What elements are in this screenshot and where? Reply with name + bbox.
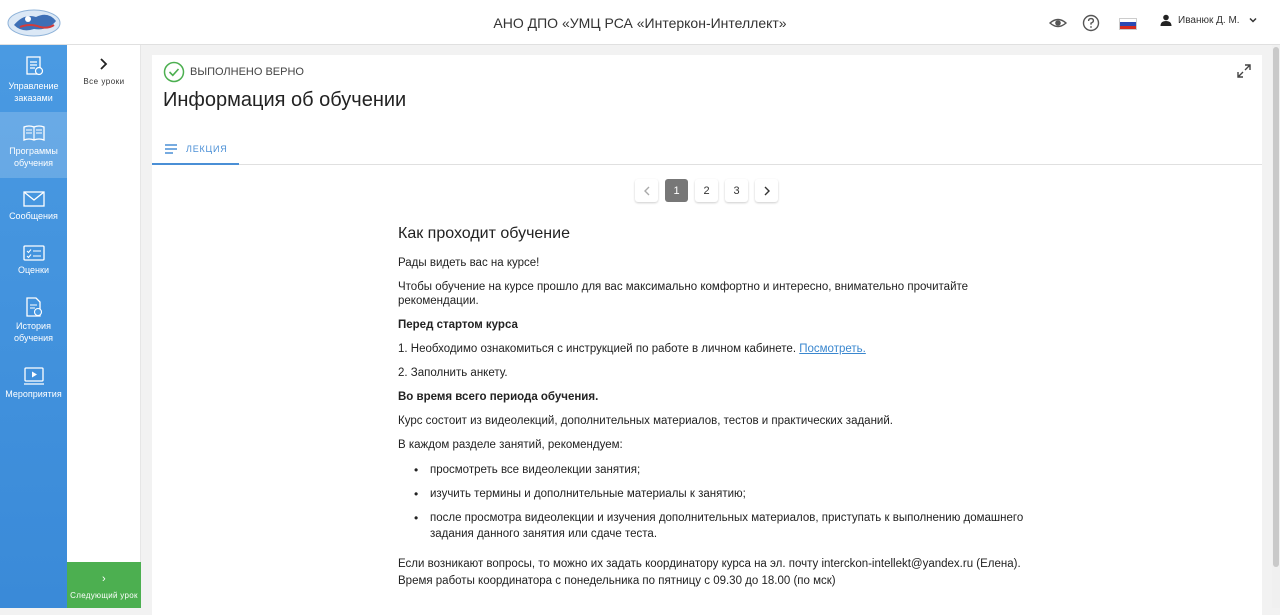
nav-item-events[interactable] (0, 367, 67, 407)
russian-flag-icon[interactable] (1119, 18, 1137, 30)
nav-item-label: Программы обучения (9, 146, 58, 168)
nav-item-programs[interactable] (0, 112, 67, 178)
user-name: Иванюк Д. М. (1178, 14, 1240, 26)
chevron-right-icon: › (102, 573, 106, 585)
left-navigation (0, 45, 67, 608)
tab-bar (152, 134, 1262, 165)
paragraph: 2. Заполнить анкету. (398, 367, 508, 379)
section-heading: Во время всего периода обучения. (398, 391, 599, 403)
paragraph (398, 342, 1038, 356)
messages-icon (23, 191, 45, 207)
next-lesson-button[interactable] (67, 562, 141, 608)
all-lessons-link[interactable]: Все уроки (83, 77, 125, 86)
status-text: ВЫПОЛНЕНО ВЕРНО (190, 66, 304, 78)
eye-icon[interactable] (1048, 13, 1068, 33)
nav-item-grades[interactable] (0, 245, 67, 285)
lecture-heading: Как проходит обучение (398, 225, 570, 242)
list-item: • просмотреть все видеолекции занятия; (414, 462, 1038, 478)
completion-status (163, 61, 304, 83)
programs-icon (23, 124, 45, 142)
prev-page-button[interactable] (635, 179, 658, 202)
tab-label: ЛЕКЦИЯ (186, 143, 228, 154)
user-icon (1160, 14, 1172, 26)
page-button-3[interactable]: 3 (725, 179, 748, 202)
check-circle-icon (163, 61, 185, 83)
nav-item-label: Оценки (18, 265, 49, 275)
paragraph: В каждом разделе занятий, рекомендуем: (398, 439, 623, 451)
expand-icon[interactable] (1236, 63, 1252, 84)
list-item: • изучить термины и дополнительные материалы к занятию; (414, 486, 1038, 502)
nav-item-label: История обучения (13, 321, 54, 343)
chevron-down-icon (1248, 15, 1258, 25)
page-scrollbar[interactable] (1272, 45, 1280, 608)
chevron-left-icon (643, 186, 651, 196)
page-button-1[interactable]: 1 (665, 179, 688, 202)
list-item: • после просмотра видеолекции и изучения дополнительных материалов, приступать к выполнению домашнего задания данного занятия или сдаче теста. (414, 510, 1038, 542)
paragraph: Рады видеть вас на курсе! (398, 257, 540, 269)
grades-icon (23, 245, 45, 261)
user-menu[interactable] (1160, 14, 1264, 26)
next-page-button[interactable] (755, 179, 778, 202)
top-header (0, 0, 1280, 45)
lessons-panel (67, 45, 141, 608)
pagination (635, 179, 778, 202)
paragraph: Если возникают вопросы, то можно их задать координатору курса на эл. почту interckon-intellekt@yandex.ru (Елена). Время работы координатора с понедельника по пятницу с 09.30 до 18.00 (по мск) (398, 558, 1021, 587)
organization-title: АНО ДПО «УМЦ РСА «Интеркон-Интеллект» (493, 15, 787, 31)
nav-item-messages[interactable] (0, 191, 67, 231)
chevron-right-icon (763, 186, 771, 196)
page-button-2[interactable]: 2 (695, 179, 718, 202)
nav-item-label: Сообщения (9, 211, 58, 221)
events-icon (23, 367, 45, 385)
nav-item-label: Мероприятия (5, 389, 62, 399)
paragraph: Курс состоит из видеолекций, дополнительных материалов, тестов и практических заданий. (398, 415, 893, 427)
paragraph-text: 1. Необходимо ознакомиться с инструкцией по работе в личном кабинете. (398, 343, 800, 355)
tab-lecture[interactable] (152, 134, 239, 165)
chevron-right-icon[interactable] (97, 57, 109, 76)
scrollbar-thumb[interactable] (1273, 47, 1279, 567)
paragraph: Чтобы обучение на курсе прошло для вас максимально комфортно и интересно, внимательно прочитайте рекомендации. (398, 281, 969, 307)
lecture-content (398, 225, 1038, 600)
nav-item-history[interactable] (0, 297, 67, 349)
next-lesson-label: Следующий урок (70, 591, 138, 600)
history-icon (24, 297, 44, 317)
lines-icon (164, 143, 178, 155)
nav-item-label: Управление заказами (8, 81, 59, 103)
recommendations-list (414, 462, 1038, 542)
help-icon[interactable] (1081, 13, 1101, 33)
lesson-card (152, 55, 1262, 615)
page-title: Информация об обучении (163, 89, 407, 111)
orders-icon (23, 55, 45, 77)
nav-item-orders[interactable] (0, 55, 67, 111)
section-heading: Перед стартом курса (398, 319, 518, 331)
view-instructions-link[interactable]: Посмотреть. (799, 343, 866, 355)
